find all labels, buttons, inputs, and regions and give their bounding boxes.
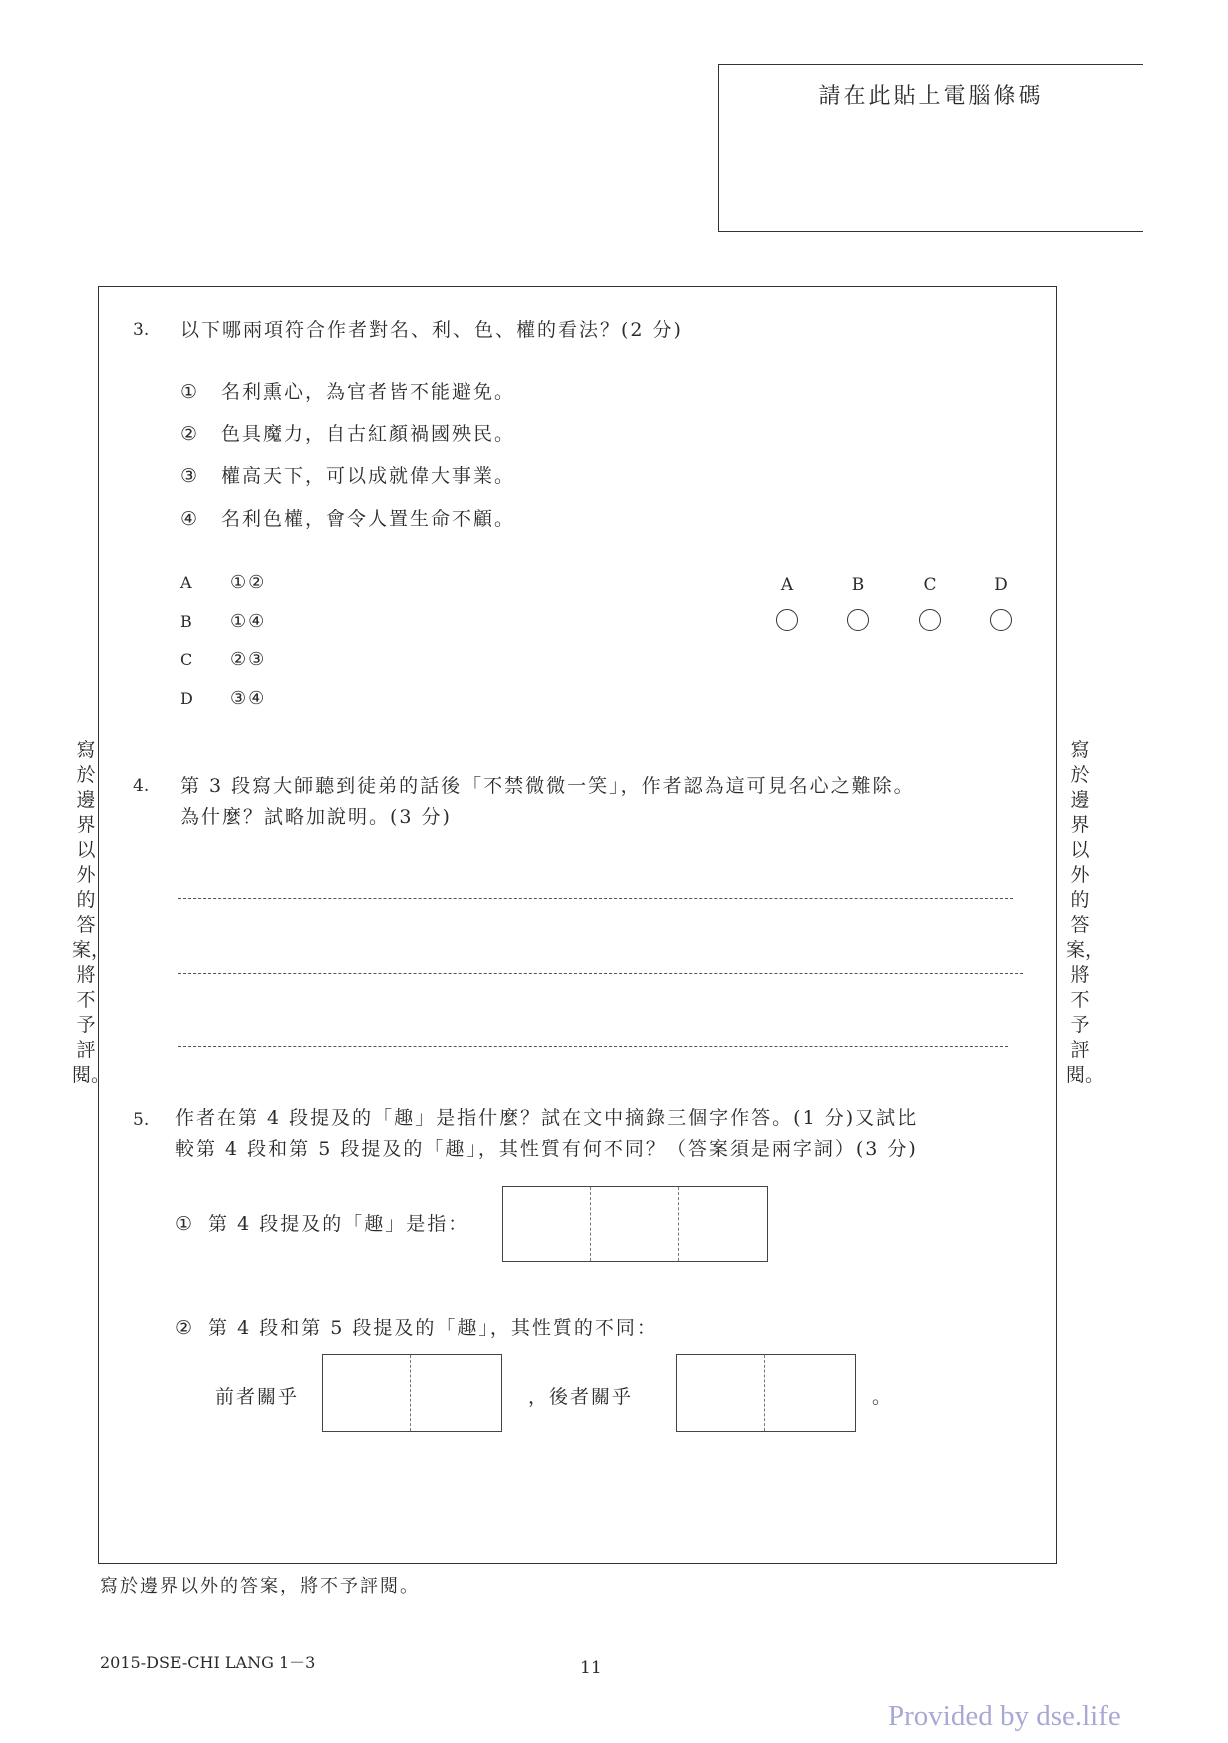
q3-statement-1: ① 名利熏心，為官者皆不能避免。 — [180, 381, 516, 403]
q5-latter-label: ，後者關乎 — [528, 1386, 634, 1408]
q5-part2: ② 第 4 段和第 5 段提及的「趣」，其性質的不同： — [175, 1317, 658, 1339]
answer-bubble-b[interactable] — [847, 609, 869, 631]
right-margin-note: 寫於邊界以外的答案，將不予評閱。 — [1066, 739, 1105, 1086]
barcode-box — [718, 64, 1143, 232]
q5-prompt-line1: 作者在第 4 段提及的「趣」是指什麼？試在文中摘錄三個字作答。(1 分)又試比 — [175, 1107, 919, 1129]
bubble-label-b: B — [851, 575, 865, 595]
answer-cell[interactable] — [765, 1355, 853, 1431]
answer-cell[interactable] — [503, 1187, 591, 1261]
q3-option-a: A ①② — [180, 572, 267, 593]
q3-option-b: B ①④ — [180, 611, 267, 632]
answer-cell[interactable] — [677, 1355, 765, 1431]
q5-former-label: 前者關乎 — [215, 1386, 300, 1408]
q3-prompt: 以下哪兩項符合作者對名、利、色、權的看法？(2 分) — [180, 319, 683, 341]
q5-former-answer-boxes[interactable] — [322, 1354, 502, 1432]
answer-bubble-a[interactable] — [776, 609, 798, 631]
answer-cell[interactable] — [679, 1187, 767, 1261]
bubble-label-d: D — [994, 575, 1008, 595]
q4-answer-line-2[interactable] — [178, 973, 1023, 974]
answer-cell[interactable] — [323, 1355, 411, 1431]
q5-part1-answer-boxes[interactable] — [502, 1186, 768, 1262]
q4-prompt-line2: 為什麼？試略加說明。(3 分) — [180, 806, 452, 828]
paper-code: 2015-DSE-CHI LANG 1－3 — [100, 1653, 316, 1672]
answer-bubble-d[interactable] — [990, 609, 1012, 631]
q4-answer-line-1[interactable] — [178, 898, 1013, 899]
bottom-margin-note: 寫於邊界以外的答案，將不予評閱。 — [100, 1576, 420, 1597]
left-margin-note: 寫於邊界以外的答案，將不予評閱。 — [72, 739, 111, 1086]
watermark-text[interactable]: Provided by dse.life — [888, 1700, 1121, 1732]
barcode-label: 請在此貼上電腦條碼 — [818, 84, 1044, 109]
q5-part1: ① 第 4 段提及的「趣」是指： — [175, 1213, 470, 1235]
q3-option-c: C ②③ — [180, 649, 267, 670]
bubble-label-a: A — [780, 575, 794, 595]
answer-bubble-c[interactable] — [919, 609, 941, 631]
q3-number: 3. — [133, 320, 150, 340]
q3-statement-3: ③ 權高天下，可以成就偉大事業。 — [180, 465, 516, 487]
answer-cell[interactable] — [591, 1187, 679, 1261]
page-number: 11 — [580, 1658, 602, 1678]
q3-option-d: D ③④ — [180, 688, 267, 709]
q5-end-mark: 。 — [872, 1386, 894, 1408]
q4-answer-line-3[interactable] — [178, 1046, 1008, 1047]
q4-prompt-line1: 第 3 段寫大師聽到徒弟的話後「不禁微微一笑」，作者認為這可見名心之難除。 — [180, 775, 915, 797]
bubble-label-c: C — [923, 575, 937, 595]
q3-statement-4: ④ 名利色權，會令人置生命不顧。 — [180, 508, 516, 530]
q4-number: 4. — [133, 776, 150, 796]
q5-latter-answer-boxes[interactable] — [676, 1354, 856, 1432]
answer-cell[interactable] — [411, 1355, 499, 1431]
q5-prompt-line2: 較第 4 段和第 5 段提及的「趣」，其性質有何不同？（答案須是兩字詞）(3 分) — [175, 1138, 918, 1160]
q5-number: 5. — [133, 1110, 150, 1130]
q3-statement-2: ② 色具魔力，自古紅顏禍國殃民。 — [180, 423, 516, 445]
